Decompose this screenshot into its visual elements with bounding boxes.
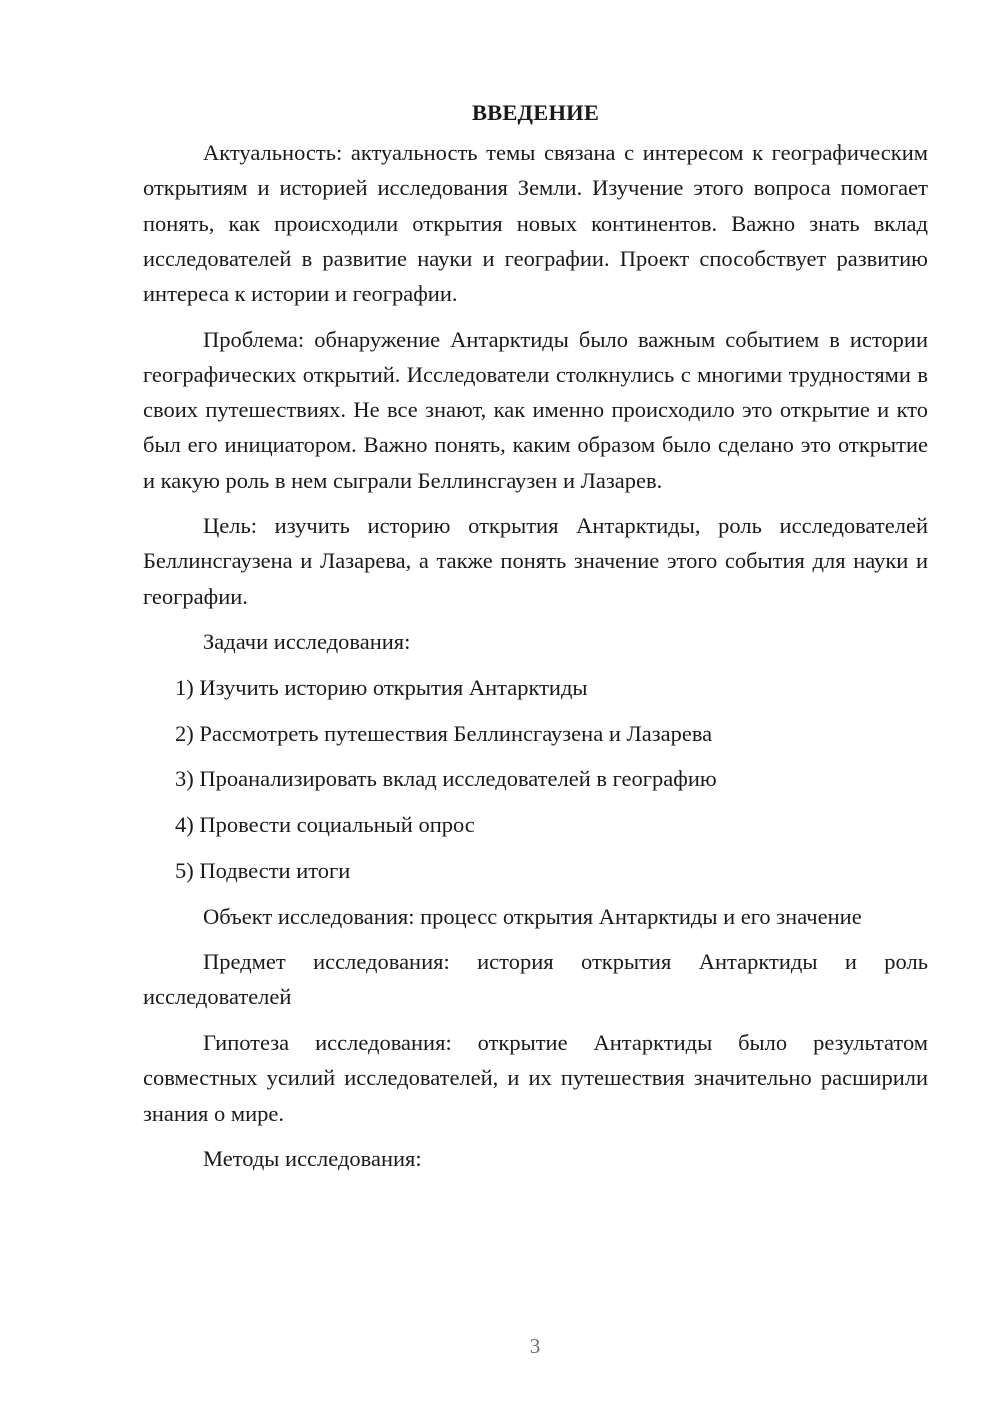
subject-paragraph: Предмет исследования: история открытия Антарктиды и роль исследователей [143, 949, 928, 1010]
relevance-paragraph: Актуальность: актуальность темы связана с интересом к географическим открытиям и историей исследования Земли. Изучение этого вопроса помогает понять, как происходили открытия новых континентов. Важно знать вклад исследователей в развитие науки и географии. Проект способствует развитию интереса к истории и географии. [143, 140, 928, 307]
document-page [143, 95, 928, 1187]
list-item: 4) Провести социальный опрос [175, 812, 475, 838]
page-title: ВВЕДЕНИЕ [471, 100, 600, 125]
object-paragraph: Объект исследования: процесс открытия Антарктиды и его значение [203, 903, 862, 929]
page-number: 3 [529, 1334, 541, 1358]
problem-paragraph: Проблема: обнаружение Антарктиды было важным событием в истории географических открытий. Исследователи столкнулись с многими трудностями в своих путешествиях. Не все знают, как именно происходило это открытие и кто был его инициатором. Важно понять, каким образом было сделано это открытие и какую роль в нем сыграли Беллинсгаузен и Лазарев. [143, 326, 928, 493]
list-item: 2) Рассмотреть путешествия Беллинсгаузена и Лазарева [175, 720, 713, 746]
tasks-heading: Задачи исследования: [203, 629, 411, 655]
goal-paragraph: Цель: изучить историю открытия Антарктиды, роль исследователей Беллинсгаузена и Лазарева, а также понять значение этого события для науки и географии. [143, 513, 928, 609]
list-item: 1) Изучить историю открытия Антарктиды [175, 675, 588, 701]
list-item: 3) Проанализировать вклад исследователей в географию [175, 766, 717, 792]
tasks-list [143, 670, 928, 888]
methods-heading: Методы исследования: [203, 1146, 422, 1172]
list-item: 5) Подвести итоги [175, 857, 351, 883]
hypothesis-paragraph: Гипотеза исследования: открытие Антарктиды было результатом совместных усилий исследователей, и их путешествия значительно расширили знания о мире. [143, 1030, 928, 1126]
